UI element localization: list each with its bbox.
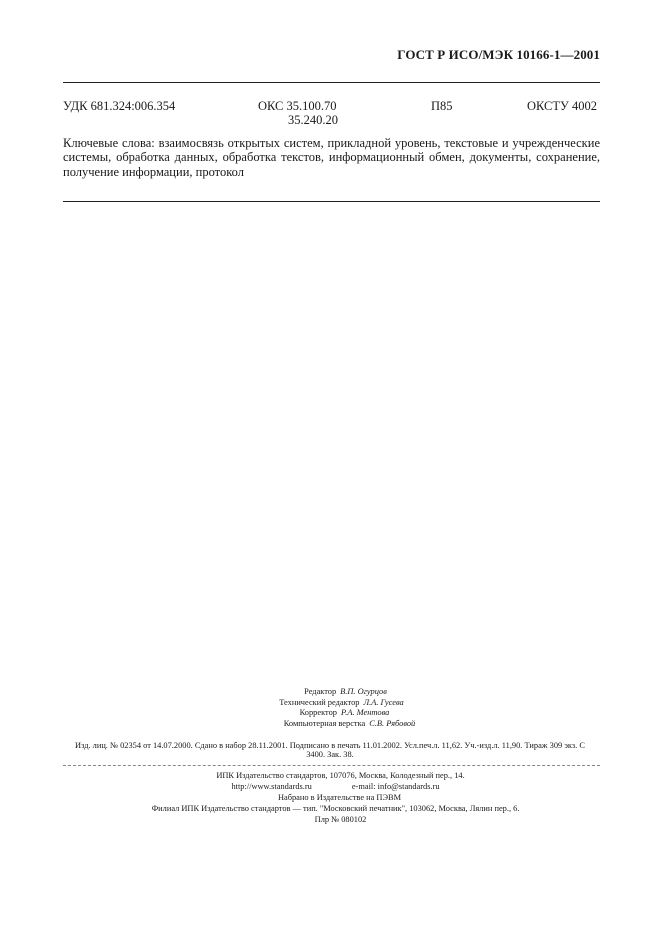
standard-code: ГОСТ Р ИСО/МЭК 10166-1—2001 xyxy=(397,47,600,62)
credit-name: Р.А. Ментова xyxy=(340,708,390,717)
credit-name: С.В. Рябовой xyxy=(369,718,416,728)
license-number: Плр № 080102 xyxy=(314,815,367,824)
credit-role: Технический редактор xyxy=(279,697,360,707)
credit-name: В.П. Огурцов xyxy=(340,687,387,696)
publisher-block xyxy=(0,770,661,825)
typesetting-note: Набрано в Издательстве на ПЭВМ xyxy=(277,793,402,802)
oks-code xyxy=(258,99,338,127)
credit-tech-editor xyxy=(0,698,661,709)
publisher-website: http://www.standards.ru xyxy=(231,782,312,791)
group-code: П85 xyxy=(431,99,453,113)
oks-code-line1: ОКС 35.100.70 xyxy=(258,99,337,113)
top-rule xyxy=(63,82,600,83)
print-info: Изд. лиц. № 02354 от 14.07.2000. Сдано в набор 28.11.2001. Подписано в печать 11.01.2002. Усл.печ.л. 11,62. Уч.-изд.л. 11,90. Тираж 309 экз. С 3400. Зак. 38. xyxy=(75,741,585,759)
credits-block xyxy=(0,687,661,729)
credit-role: Компьютерная верстка xyxy=(283,718,366,728)
okstu-code: ОКСТУ 4002 xyxy=(527,99,598,113)
publisher-contacts xyxy=(0,781,661,792)
udk-code: УДК 681.324:006.354 xyxy=(63,99,176,113)
printing-branch: Филиал ИПК Издательство стандартов — тип. "Московский печатник", 103062, Москва, Лялин пер., 6. xyxy=(151,804,520,813)
keywords-paragraph: Ключевые слова: взаимосвязь открытых систем, прикладной уровень, текстовые и учрежденческие системы, обработка данных, обработка текстов, информационный обмен, документы, сохранение, получение информации, протокол xyxy=(63,136,600,179)
credit-role: Редактор xyxy=(304,687,337,696)
credit-editor xyxy=(0,687,661,698)
credit-proofreader xyxy=(0,708,661,719)
publisher-address: ИПК Издательство стандартов, 107076, Москва, Колодезный пер., 14. xyxy=(216,771,465,780)
dotted-rule xyxy=(63,765,600,766)
credit-layout xyxy=(0,719,661,730)
publisher-email: e-mail: info@standards.ru xyxy=(351,782,440,791)
oks-code-line2: 35.240.20 xyxy=(288,113,338,127)
credit-role: Корректор xyxy=(299,708,337,717)
credit-name: Л.А. Гусева xyxy=(363,697,404,707)
middle-rule xyxy=(63,201,600,202)
